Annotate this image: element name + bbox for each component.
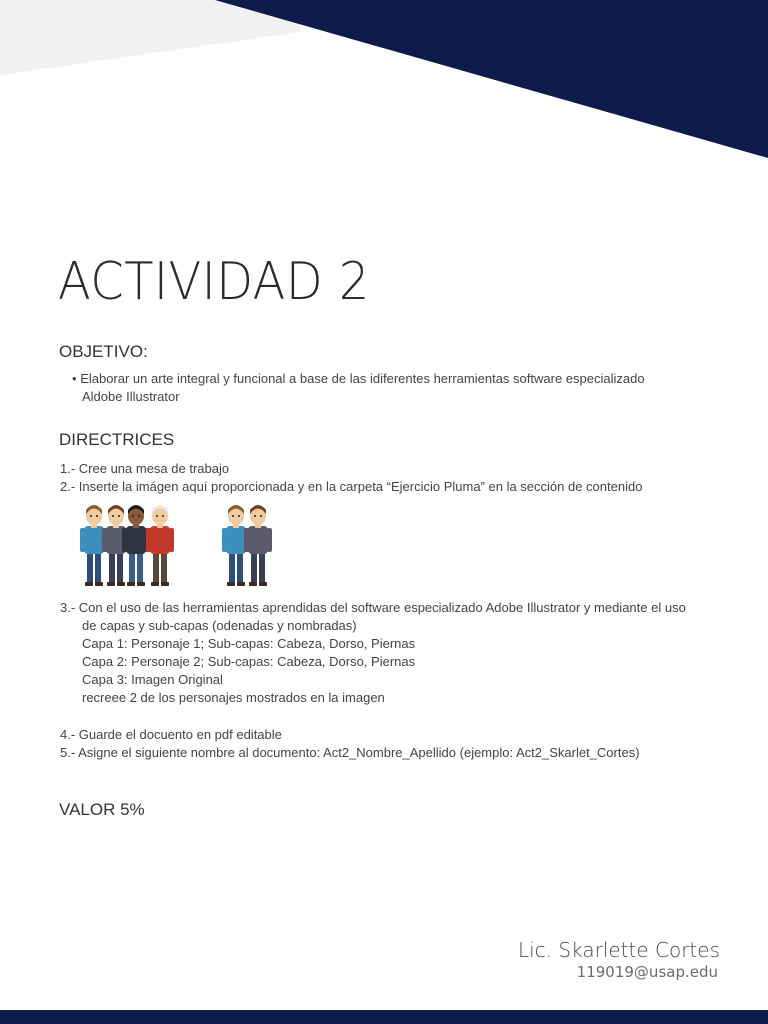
navy-corner-shape [215,0,768,158]
directive-step-3-line2: de capas y sub-capas (odenadas y nombradas) [82,618,357,633]
characters-svg [78,504,318,590]
recreate-instruction: recreee 2 de los personajes mostrados en la imagen [82,690,385,705]
character-elder-red-vest [146,505,174,586]
author-name: Lic. Skarlette Cortes [517,938,720,962]
objective-heading: OBJETIVO: [59,342,148,361]
directives-heading: DIRECTRICES [59,430,175,449]
objective-item [72,370,645,388]
bullet-symbol: • [72,371,77,386]
layer-2-spec: Capa 2: Personaje 2; Sub-capas: Cabeza, Dorso, Piernas [82,654,416,669]
layer-1-spec: Capa 1: Personaje 1; Sub-capas: Cabeza, Dorso, Piernas [82,636,416,651]
directive-step-5: 5.- Asigne el siguiente nombre al documento: Act2_Nombre_Apellido (ejemplo: Act2_Skarlet_Cortes) [60,745,640,760]
directive-step-2: 2.- Inserte la imágen aquí proporcionada y en la carpeta “Ejercicio Pluma” en la sección de contenido [60,479,643,494]
page-title: ACTIVIDAD 2 [58,252,370,312]
directive-step-3-line1: 3.- Con el uso de las herramientas aprendidas del software especializado Adobe Illustrator y mediante el uso [60,600,686,615]
author-email: 119019@usap.edu [576,963,718,981]
character-copy-gray-shirt [244,505,272,586]
directive-step-4: 4.- Guarde el docuento en pdf editable [60,727,282,742]
objective-text-line2: Aldobe Illustrator [82,389,180,404]
objective-text-line1: Elaborar un arte integral y funcional a base de las idiferentes herramientas software especializado [80,371,645,386]
character-black-shirt [122,505,150,586]
footer-bar [0,1010,768,1024]
header-decoration [0,0,768,200]
characters-illustration [78,504,318,595]
directive-step-1: 1.- Cree una mesa de trabajo [60,461,230,476]
value-label: VALOR 5% [59,800,145,819]
layer-3-spec: Capa 3: Imagen Original [82,672,223,687]
